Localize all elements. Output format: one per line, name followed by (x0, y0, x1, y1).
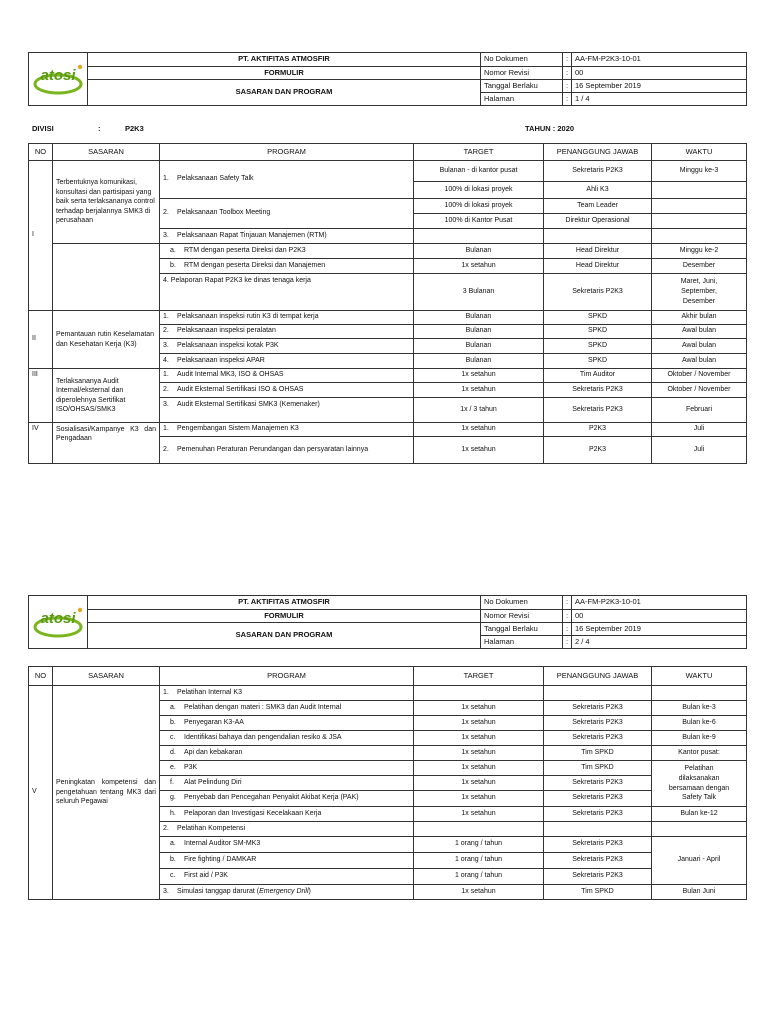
waktu-cell: Awal bulan (652, 325, 747, 339)
target-cell: 1x setahun (414, 423, 544, 437)
pj-cell: Sekretaris P2K3 (544, 274, 652, 311)
company-name: PT. AKTIFITAS ATMOSFIR (88, 596, 481, 610)
pj-cell: Tim SPKD (544, 885, 652, 900)
company-logo (29, 596, 88, 649)
program-cell: 2. Pelaksanaan Toolbox Meeting (160, 199, 414, 229)
table-row (29, 369, 747, 383)
doc-number-value: AA-FM-P2K3-10-01 (572, 53, 747, 67)
target-cell: 100% di lokasi proyek (414, 199, 544, 214)
target-cell: Bulanan (414, 325, 544, 339)
waktu-cell: Akhir bulan (652, 311, 747, 325)
program-cell: b. Fire fighting / DAMKAR (160, 853, 414, 869)
row-number: IV (29, 423, 53, 464)
col-penanggung-jawab: PENANGGUNG JAWAB (544, 667, 652, 686)
pj-cell: Sekretaris P2K3 (544, 701, 652, 716)
sasaran-text: Terbentuknya komunikasi, konsultasi dan partisipasi yang baik serta terlaksananya control terhadap berjalannya SMK3 di perusahaan (53, 161, 160, 244)
target-cell: 1x setahun (414, 716, 544, 731)
effective-date-label: Tanggal Berlaku (481, 80, 563, 93)
target-cell: 1x setahun (414, 701, 544, 716)
atosi-logo-icon (31, 58, 85, 98)
page1-program-table (28, 143, 747, 464)
pj-cell: Tim SPKD (544, 746, 652, 761)
program-cell: a. Pelatihan dengan materi : SMK3 dan Audit Internal (160, 701, 414, 716)
atosi-logo-icon (31, 601, 85, 641)
program-cell: 1. Pelaksanaan Safety Talk (160, 161, 414, 199)
program-cell: a. Internal Auditor SM-MK3 (160, 837, 414, 853)
pj-cell: Direktur Operasional (544, 214, 652, 229)
pj-cell: Team Leader (544, 199, 652, 214)
table-row (29, 161, 747, 182)
table-row (29, 311, 747, 325)
pj-cell: Ahli K3 (544, 182, 652, 199)
pj-cell: Sekretaris P2K3 (544, 837, 652, 853)
svg-text:atosi: atosi (40, 66, 76, 84)
pj-cell: Head Direktur (544, 244, 652, 259)
page-number-value: 2 / 4 (572, 636, 747, 649)
doc-number-value: AA-FM-P2K3-10-01 (572, 596, 747, 610)
target-cell: Bulanan (414, 311, 544, 325)
pj-cell: Sekretaris P2K3 (544, 791, 652, 807)
col-waktu: WAKTU (652, 667, 747, 686)
col-sasaran: SASARAN (53, 144, 160, 161)
company-logo (29, 53, 88, 106)
program-cell: 3. Audit Eksternal Sertifikasi SMK3 (Kemenaker) (160, 398, 414, 423)
program-cell: 3. Pelaksanaan Rapat Tinjauan Manajemen (RTM) (160, 229, 414, 244)
program-cell: 1. Audit Internal MK3, ISO & OHSAS (160, 369, 414, 383)
target-cell: 1x / 3 tahun (414, 398, 544, 423)
target-cell: 1x setahun (414, 807, 544, 822)
col-no: NO (29, 667, 53, 686)
program-cell: b. Penyegaran K3-AA (160, 716, 414, 731)
sasaran-text: Peningkatan kompetensi dan pengetahuan tentang MK3 dari seluruh Pegawai (53, 686, 160, 900)
program-cell: 1. Pelaksanaan inspeksi rutin K3 di tempat kerja (160, 311, 414, 325)
target-cell: Bulanan (414, 354, 544, 369)
page2-header-table: atosi PT. AKTIFITAS ATMOSFIR No Dokumen : AA-FM-P2K3-10-01 FORMULIR Nomor Revisi : 00 SASARAN DAN PROGRAM Tanggal Berlaku : 16 September 2019 Halaman : 2 / 4 (28, 595, 747, 649)
tahun-label: TAHUN : 2020 (525, 124, 575, 133)
pj-cell: Tim SPKD (544, 761, 652, 776)
program-cell: 2. Pelatihan Kompetensi (160, 822, 414, 837)
col-waktu: WAKTU (652, 144, 747, 161)
pj-cell: Sekretaris P2K3 (544, 383, 652, 398)
waktu-cell: Minggu ke-3 (652, 161, 747, 182)
table-row (29, 423, 747, 437)
program-cell: d. Api dan kebakaran (160, 746, 414, 761)
target-cell: 1 orang / tahun (414, 869, 544, 885)
target-cell: 1x setahun (414, 746, 544, 761)
effective-date-label: Tanggal Berlaku (481, 623, 563, 636)
form-title: SASARAN DAN PROGRAM (88, 80, 481, 106)
program-cell: 2. Pemenuhan Peraturan Perundangan dan persyaratan lainnya (160, 437, 414, 464)
pj-cell: Sekretaris P2K3 (544, 716, 652, 731)
target-cell: Bulanan (414, 244, 544, 259)
table-header-row (29, 667, 747, 686)
target-cell: 100% di Kantor Pusat (414, 214, 544, 229)
revision-value: 00 (572, 610, 747, 623)
divisi-colon: : (98, 124, 101, 133)
pj-cell: Head Direktur (544, 259, 652, 274)
pj-cell: Sekretaris P2K3 (544, 776, 652, 791)
program-cell: e. P3K (160, 761, 414, 776)
waktu-cell: Februari (652, 398, 747, 423)
target-cell: Bulanan (414, 339, 544, 354)
waktu-cell: Desember (652, 259, 747, 274)
form-label: FORMULIR (88, 67, 481, 80)
program-cell: g. Penyebab dan Pencegahan Penyakit Akibat Kerja (PAK) (160, 791, 414, 807)
program-cell: 1. Pengembangan Sistem Manajemen K3 (160, 423, 414, 437)
table-row (29, 244, 747, 259)
target-cell: 1x setahun (414, 776, 544, 791)
col-target: TARGET (414, 667, 544, 686)
target-cell: 1x setahun (414, 885, 544, 900)
target-cell: 1x setahun (414, 791, 544, 807)
waktu-cell: Oktober / November (652, 369, 747, 383)
doc-number-label: No Dokumen (481, 53, 563, 67)
waktu-cell: Bulan ke-9 (652, 731, 747, 746)
company-name: PT. AKTIFITAS ATMOSFIR (88, 53, 481, 67)
program-cell: 2. Pelaksanaan inspeksi peralatan (160, 325, 414, 339)
target-cell: 1x setahun (414, 383, 544, 398)
revision-label: Nomor Revisi (481, 67, 563, 80)
waktu-cell: Pelatihan dilaksanakan bersamaan dengan Safety Talk (652, 761, 747, 807)
table-row (29, 686, 747, 701)
sasaran-text: Terlaksananya Audit Internal/eksternal dan diperolehnya Sertifikat ISO/OHSAS/SMK3 (53, 369, 160, 423)
pj-cell: SPKD (544, 339, 652, 354)
waktu-cell: Awal bulan (652, 354, 747, 369)
pj-cell: SPKD (544, 311, 652, 325)
row-number: II (29, 311, 53, 369)
target-cell: 1x setahun (414, 761, 544, 776)
program-cell: c. Identifikasi bahaya dan pengendalian resiko & JSA (160, 731, 414, 746)
waktu-cell: Awal bulan (652, 339, 747, 354)
effective-date-value: 16 September 2019 (572, 80, 747, 93)
row-number: I (29, 161, 53, 311)
program-cell: 4. Pelaporan Rapat P2K3 ke dinas tenaga kerja (160, 274, 414, 311)
waktu-cell: Minggu ke-2 (652, 244, 747, 259)
svg-text:atosi: atosi (40, 609, 76, 627)
program-cell: 2. Audit Eksternal Sertifikasi ISO & OHSAS (160, 383, 414, 398)
page-label: Halaman (481, 636, 563, 649)
pj-cell: Sekretaris P2K3 (544, 398, 652, 423)
revision-label: Nomor Revisi (481, 610, 563, 623)
program-cell: 3. Simulasi tanggap darurat (Emergency Drill) (160, 885, 414, 900)
col-no: NO (29, 144, 53, 161)
pj-cell: Sekretaris P2K3 (544, 869, 652, 885)
program-cell: h. Pelaporan dan Investigasi Kecelakaan Kerja (160, 807, 414, 822)
pj-cell: Sekretaris P2K3 (544, 731, 652, 746)
target-cell: 1 orang / tahun (414, 837, 544, 853)
program-cell: 3. Pelaksanaan inspeksi kotak P3K (160, 339, 414, 354)
page-number-value: 1 / 4 (572, 93, 747, 106)
col-program: PROGRAM (160, 144, 414, 161)
target-cell: 1x setahun (414, 259, 544, 274)
pj-cell: Sekretaris P2K3 (544, 853, 652, 869)
doc-number-label: No Dokumen (481, 596, 563, 610)
col-target: TARGET (414, 144, 544, 161)
pj-cell: SPKD (544, 354, 652, 369)
pj-cell: P2K3 (544, 437, 652, 464)
pj-cell: Tim Auditor (544, 369, 652, 383)
target-cell: Bulanan - di kantor pusat (414, 161, 544, 182)
divisi-line (0, 124, 768, 136)
waktu-cell: Bulan ke-3 (652, 701, 747, 716)
waktu-cell: Januari - April (652, 837, 747, 885)
page2-program-table (28, 666, 747, 900)
target-cell: 1x setahun (414, 731, 544, 746)
col-program: PROGRAM (160, 667, 414, 686)
pj-cell: Sekretaris P2K3 (544, 807, 652, 822)
waktu-cell: Juli (652, 423, 747, 437)
waktu-cell: Juli (652, 437, 747, 464)
waktu-cell: Bulan ke-12 (652, 807, 747, 822)
pj-cell: Sekretaris P2K3 (544, 161, 652, 182)
row-number: III (29, 369, 53, 423)
waktu-cell: Bulan ke-6 (652, 716, 747, 731)
sasaran-text: Pemantauan rutin Keselamatan dan Kesehatan Kerja (K3) (53, 311, 160, 369)
form-title: SASARAN DAN PROGRAM (88, 623, 481, 649)
revision-value: 00 (572, 67, 747, 80)
waktu-cell: Maret, Juni, September, Desember (652, 274, 747, 311)
program-cell: b. RTM dengan peserta Direksi dan Manajemen (160, 259, 414, 274)
row-number: V (29, 686, 53, 900)
page-label: Halaman (481, 93, 563, 106)
target-cell: 100% di lokasi proyek (414, 182, 544, 199)
table-header-row (29, 144, 747, 161)
target-cell: 3 Bulanan (414, 274, 544, 311)
program-cell: f. Alat Pelindung Diri (160, 776, 414, 791)
target-cell: 1 orang / tahun (414, 853, 544, 869)
waktu-cell: Bulan Juni (652, 885, 747, 900)
divisi-value: P2K3 (125, 124, 144, 133)
divisi-label: DIVISI (32, 124, 54, 133)
program-cell: c. First aid / P3K (160, 869, 414, 885)
target-cell: 1x setahun (414, 437, 544, 464)
effective-date-value: 16 September 2019 (572, 623, 747, 636)
col-sasaran: SASARAN (53, 667, 160, 686)
program-cell: 4. Pelaksanaan inspeksi APAR (160, 354, 414, 369)
program-cell: 1. Pelatihan Internal K3 (160, 686, 414, 701)
target-cell: 1x setahun (414, 369, 544, 383)
col-penanggung-jawab: PENANGGUNG JAWAB (544, 144, 652, 161)
waktu-cell: Oktober / November (652, 383, 747, 398)
sasaran-text: Sosialisasi/Kampanye K3 dan Pengadaan (53, 423, 160, 464)
pj-cell: P2K3 (544, 423, 652, 437)
pj-cell: SPKD (544, 325, 652, 339)
form-label: FORMULIR (88, 610, 481, 623)
waktu-cell: Kantor pusat: (652, 746, 747, 761)
page1-header-table: atosi PT. AKTIFITAS ATMOSFIR No Dokumen : AA-FM-P2K3-10-01 FORMULIR Nomor Revisi : 00 SASARAN DAN PROGRAM Tanggal Berlaku : 16 September 2019 Halaman : 1 / 4 (28, 52, 747, 106)
program-cell: a. RTM dengan peserta Direksi dan P2K3 (160, 244, 414, 259)
